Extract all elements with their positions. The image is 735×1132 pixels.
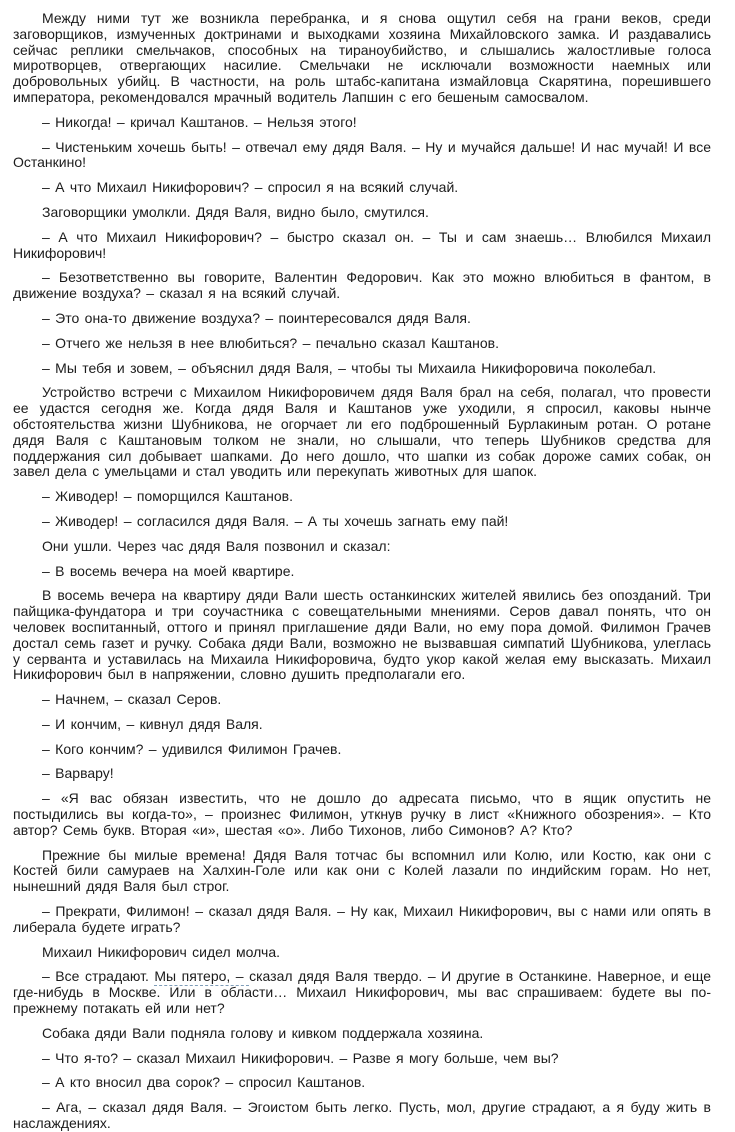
text-run: – Все страдают. bbox=[42, 968, 155, 985]
text-run: – Никогда! – кричал Каштанов. – Нельзя этого! bbox=[42, 113, 357, 130]
text-run: – А кто вносил два сорок? – спросил Каштанов. bbox=[42, 1074, 366, 1091]
paragraph bbox=[13, 1051, 711, 1067]
paragraph bbox=[13, 230, 711, 262]
text-run: Собака дяди Вали подняла голову и кивком поддержала хозяина. bbox=[42, 1024, 484, 1041]
text-run: – В восемь вечера на моей квартире. bbox=[42, 562, 295, 579]
text-run: – Кого кончим? – удивился Филимон Грачев. bbox=[42, 740, 342, 757]
paragraph bbox=[13, 969, 711, 1016]
paragraph bbox=[13, 945, 711, 961]
paragraph bbox=[13, 848, 711, 895]
underlined-phrase[interactable]: Мы пятеро, – bbox=[154, 968, 250, 985]
paragraph bbox=[13, 180, 711, 196]
text-run: – Прекрати, Филимон! – сказал дядя Валя. – Ну как, Михаил Никифорович, вы с нами или опять в либерала будете играть? bbox=[13, 903, 711, 935]
text-run: – Живодер! – поморщился Каштанов. bbox=[42, 488, 293, 505]
paragraph bbox=[13, 742, 711, 758]
paragraph bbox=[13, 489, 711, 505]
paragraph bbox=[13, 1100, 711, 1132]
paragraph bbox=[13, 564, 711, 580]
text-run: – Что я-то? – сказал Михаил Никифорович. – Разве я могу больше, чем вы? bbox=[42, 1049, 559, 1066]
text-run: Михаил Никифорович сидел молча. bbox=[42, 943, 280, 960]
paragraph bbox=[13, 361, 711, 377]
paragraph bbox=[13, 588, 711, 683]
text-run: – Безответственно вы говорите, Валентин Федорович. Как это можно влюбиться в фантом, в движение воздуха? – сказал я на всякий случай. bbox=[13, 269, 711, 302]
paragraph bbox=[13, 336, 711, 352]
paragraph bbox=[13, 904, 711, 936]
paragraph bbox=[13, 1075, 711, 1091]
text-run: – Живодер! – согласился дядя Валя. – А ты хочешь загнать ему пай! bbox=[42, 512, 509, 529]
text-run: Они ушли. Через час дядя Валя позвонил и сказал: bbox=[42, 537, 391, 554]
paragraph bbox=[13, 11, 711, 106]
text-run: – Ага, – сказал дядя Валя. – Эгоистом быть легко. Пусть, мол, другие страдают, а я буду жить в наслаждениях. bbox=[13, 1099, 711, 1132]
text-run: – Начнем, – сказал Серов. bbox=[42, 691, 222, 708]
paragraph bbox=[13, 692, 711, 708]
paragraph bbox=[13, 115, 711, 131]
paragraph bbox=[13, 270, 711, 302]
paragraph bbox=[13, 514, 711, 530]
paragraph bbox=[13, 539, 711, 555]
text-run: – А что Михаил Никифорович? – быстро сказал он. – Ты и сам знаешь… Влюбился Михаил Никифорович! bbox=[13, 228, 711, 261]
text-run: – И кончим, – кивнул дядя Валя. bbox=[42, 715, 263, 732]
text-run: – Это она-то движение воздуха? – поинтересовался дядя Валя. bbox=[42, 309, 471, 326]
text-run: – А что Михаил Никифорович? – спросил я на всякий случай. bbox=[42, 179, 459, 196]
paragraph bbox=[13, 311, 711, 327]
text-run: Устройство встречи с Михаилом Никифоровичем дядя Валя брал на себя, полагал, что провести ее удастся сегодня же. Когда дядя Валя и Каштанов уже уходили, я спросил, каковы нынче обстоятельства жизни Шубникова, не огорчает ли его подброшенный Бурлакиным ротан. О ротане дядя Валя с Каштановым толком не знали, но слышали, что теперь Шубников средства для поддержания сил добывает шапками. До него дошло, что шапки из собак дороже самих собак, он завел дела с умельцами и стал уводить или перекупать животных для шапок. bbox=[13, 384, 711, 480]
paragraph bbox=[13, 791, 711, 838]
paragraph bbox=[13, 385, 711, 480]
text-run: сказал дядя Валя твердо. – И другие в Останкине. Наверное, и еще где-нибудь в Москве. Или в области… Михаил Никифорович, мы вас спрашиваем: будете вы по-прежнему потакать ей или нет? bbox=[13, 968, 711, 1017]
paragraph bbox=[13, 140, 711, 172]
paragraph bbox=[13, 717, 711, 733]
paragraph bbox=[13, 1026, 711, 1042]
text-run: – «Я вас обязан известить, что не дошло до адресата письмо, что в ящик опустить не постыдились вы когда-то», – произнес Филимон, уткнув ручку в лист «Книжного обозрения». – Кто автор? Семь букв. Вторая «и», шестая «о». Либо Тихонов, либо Симонов? А? Кто? bbox=[13, 790, 711, 838]
text-run: – Мы тебя и зовем, – объяснил дядя Валя, – чтобы ты Михаила Никифоровича поколебал. bbox=[42, 359, 657, 376]
paragraph bbox=[13, 766, 711, 782]
text-run: В восемь вечера на квартиру дяди Вали шесть останкинских жителей явились без опозданий. Три пайщика-фундатора и три соучастника с совещательными мнениями. Серов давал понять, что он человек воспитанный, оттого и принял приглашение дяди Вали, но ему пора домой. Филимон Грачев достал семь газет и ручку. Собака дяди Вали, возможно не вызвавшая симпатий Шубникова, улеглась у серванта и уставилась на Михаила Никифоровича, будто укор какой желая ему высказать. Михаил Никифорович был в напряжении, словно душить предполагали его. bbox=[13, 587, 711, 683]
text-run: Прежние бы милые времена! Дядя Валя тотчас бы вспомнил или Колю, или Костю, как они с Костей били самураев на Халхин-Голе или как они с Колей лазали по индийским горам. Но нет, нынешний дядя Валя был строг. bbox=[13, 846, 711, 895]
text-run: Между ними тут же возникла перебранка, и я снова ощутил себя на грани веков, среди заговорщиков, измученных доктринами и выходками хозяина Михайловского замка. И раздавались сейчас реплики смельчаков, способных на тираноубийство, и слышались жалостливые голоса миротворцев, отвергающих насилие. Смельчаки не исключали возможности наемных или добровольных убийц. В частности, на роль штабс-капитана измайловца Скарятина, порешившего императора, рекомендовался мрачный водитель Лапшин с его бешеным самосвалом. bbox=[13, 10, 711, 105]
text-run: – Варвару! bbox=[42, 765, 114, 782]
text-run: – Чистеньким хочешь быть! – отвечал ему дядя Валя. – Ну и мучайся дальше! И нас мучай! И все Останкино! bbox=[13, 138, 711, 171]
text-run: – Отчего же нельзя в нее влюбиться? – печально сказал Каштанов. bbox=[42, 334, 499, 351]
text-content bbox=[13, 11, 711, 1132]
text-run: Заговорщики умолкли. Дядя Валя, видно было, смутился. bbox=[42, 203, 429, 220]
paragraph bbox=[13, 205, 711, 221]
